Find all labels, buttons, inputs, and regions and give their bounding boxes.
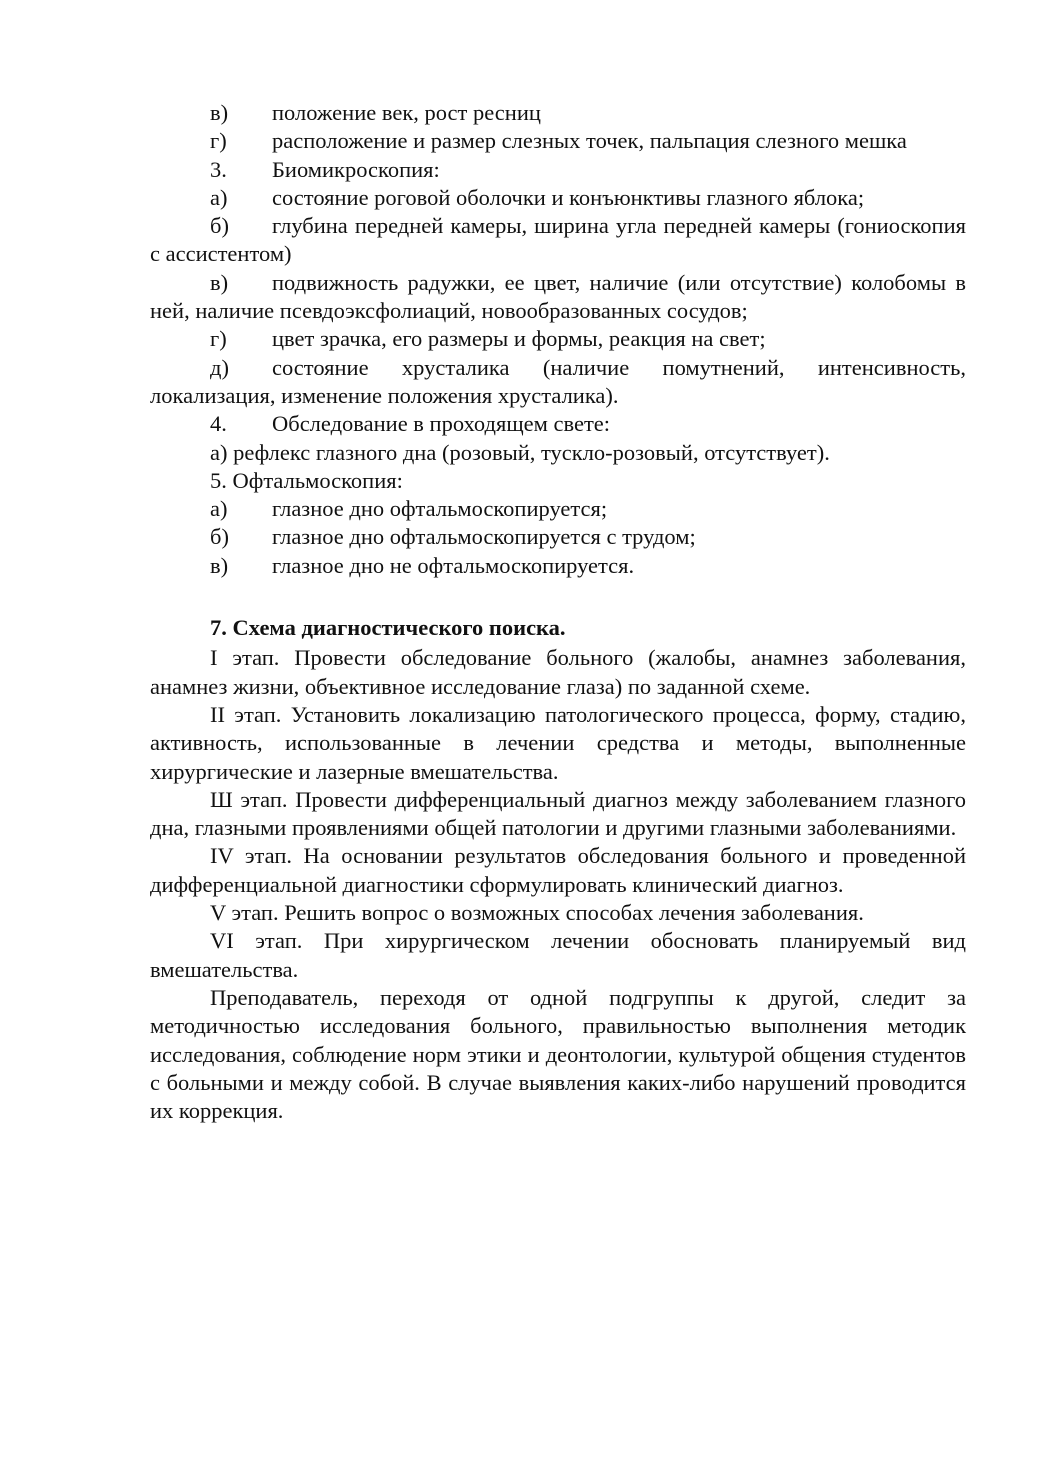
stage-2-paragraph: II этап. Установить локализацию патологического процесса, форму, стадию, активность, использованные в лечении средства и методы, выполненные хирургические и лазерные вмешательства. [150, 701, 966, 784]
list-item-text: глазное дно не офтальмоскопируется. [272, 552, 635, 578]
list-item-text: расположение и размер слезных точек, пальпация слезного мешка [272, 128, 907, 154]
list-marker: 4. [210, 411, 227, 437]
document-page [150, 99, 966, 1125]
list-item-text: подвижность радужки, ее цвет, наличие (или отсутствие) колобомы в ней, наличие псевдоэксфолиаций, новообразованных сосудов; [150, 269, 966, 324]
list-item-text: состояние роговой оболочки и конъюнктивы глазного яблока; [272, 184, 865, 210]
section-spacer [150, 580, 966, 614]
list-item-anterior-chamber: б) глубина передней камеры, ширина угла передней камеры (гониоскопия с ассистентом) [150, 213, 966, 267]
stage-5-paragraph: V этап. Решить вопрос о возможных способах лечения заболевания. [210, 900, 864, 926]
list-item-transmitted-light [150, 410, 966, 438]
list-marker: г) [210, 128, 227, 154]
list-item-text: состояние хрусталика (наличие помутнений, интенсивность, локализация, изменение положения хрусталика). [150, 354, 966, 408]
list-item-pupil [150, 325, 966, 353]
list-item-text: Биомикроскопия: [272, 156, 440, 182]
fundus-reflex-line: а) рефлекс глазного дна (розовый, тускло-розовый, отсутствует). [210, 439, 830, 465]
list-marker: а) [210, 496, 228, 522]
list-item-text: глубина передней камеры, ширина угла передней камеры (гониоскопия с ассистентом) [150, 213, 966, 267]
list-item-fundus-not-visible [150, 552, 966, 580]
list-marker: 3. [210, 156, 227, 182]
stage-4-paragraph: IV этап. На основании результатов обследования больного и проведенной дифференциальной диагностики сформулировать клинический диагноз. [150, 843, 966, 897]
teacher-paragraph: Преподаватель, переходя от одной подгруппы к другой, следит за методичностью исследования больного, правильностью выполнения методик исследования, соблюдение норм этики и деонтологии, культурой общения студентов с больными и между собой. В случае выявления каких-либо нарушений проводится их коррекция. [150, 984, 966, 1124]
list-marker: б) [210, 524, 229, 550]
list-marker: в) [210, 100, 229, 125]
list-item-text: глазное дно офтальмоскопируется; [272, 496, 608, 522]
list-marker: г) [210, 326, 227, 352]
section-heading: 7. Схема диагностического поиска. [210, 615, 566, 641]
list-item-fundus-difficult [150, 523, 966, 551]
list-item-text: глазное дно офтальмоскопируется с трудом; [272, 524, 696, 550]
list-item-biomicroscopy [150, 156, 966, 184]
list-item-cornea [150, 184, 966, 212]
list-item-eyelids [150, 99, 966, 127]
list-marker: в) [210, 552, 229, 578]
stage-3-paragraph: Ш этап. Провести дифференциальный диагноз между заболеванием глазного дна, глазными проявлениями общей патологии и другими глазными заболеваниями. [150, 786, 966, 841]
list-marker: а) [210, 184, 228, 210]
list-item-text: Обследование в проходящем свете: [272, 411, 611, 437]
stage-1-paragraph: I этап. Провести обследование больного (жалобы, анамнез заболевания, анамнез жизни, объективное исследование глаза) по заданной схеме. [150, 645, 966, 699]
list-item-fundus-visible [150, 495, 966, 523]
ophthalmoscopy-line: 5. Офтальмоскопия: [210, 467, 403, 493]
stage-6-paragraph: VI этап. При хирургическом лечении обосновать планируемый вид вмешательства. [150, 928, 966, 982]
list-item-iris: в) подвижность радужки, ее цвет, наличие (или отсутствие) колобомы в ней, наличие псевдоэксфолиаций, новообразованных сосудов; [150, 269, 966, 324]
list-item-text: цвет зрачка, его размеры и формы, реакция на свет; [272, 326, 766, 352]
list-item-lens: д) состояние хрусталика (наличие помутнений, интенсивность, локализация, изменение положения хрусталика). [150, 354, 966, 408]
list-item-text: положение век, рост ресниц [272, 100, 541, 125]
list-item-lacrimal-points [150, 127, 966, 155]
